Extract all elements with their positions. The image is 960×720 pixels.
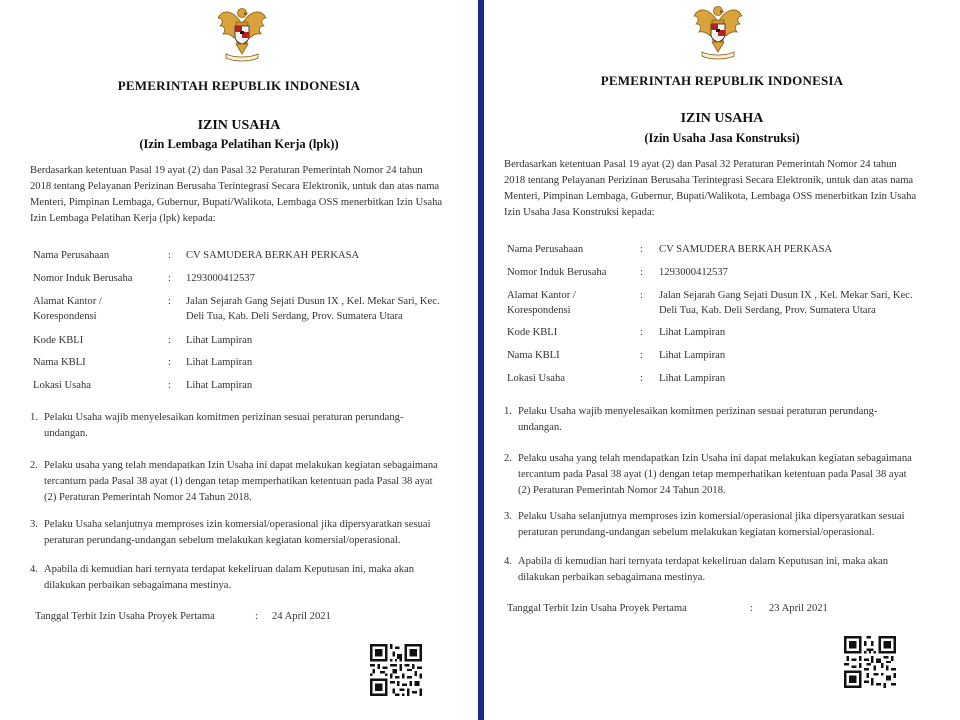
item-line: Apabila di kemudian hari ternyata terdapat kekeliruan dalam Keputusan ini, maka akan <box>44 564 415 575</box>
item-number: 3. <box>504 511 512 522</box>
item-text <box>44 517 431 549</box>
intro-line: Menteri, Pimpinan Lembaga, Gubernur, Bupati/Walikota, Lembaga OSS menerbitkan Izin Usaha <box>504 191 917 202</box>
field-label: Kode KBLI <box>507 327 558 338</box>
issue-date-label: Tanggal Terbit Izin Usaha Proyek Pertama <box>507 603 687 614</box>
field-colon: : <box>168 273 171 284</box>
government-heading: PEMERINTAH REPUBLIK INDONESIA <box>600 73 844 88</box>
field-label: Lokasi Usaha <box>507 373 565 384</box>
item-line: Pelaku Usaha wajib menyelesaikan komitmen perizinan sesuai peraturan perundang- <box>518 406 878 417</box>
item-line: dilakukan perbaikan sebagaimana mestinya. <box>44 580 232 591</box>
garuda-emblem-icon <box>216 4 268 62</box>
item-line: Pelaku Usaha wajib menyelesaikan komitmen perizinan sesuai peraturan perundang- <box>44 412 404 423</box>
field-colon: : <box>640 373 643 384</box>
field-value: Lihat Lampiran <box>186 357 253 368</box>
permit-page-right <box>484 0 960 720</box>
field-label: Nama Perusahaan <box>507 244 584 255</box>
field-value: 1293000412537 <box>186 273 255 284</box>
issue-date-colon: : <box>255 611 258 622</box>
field-label: Nama KBLI <box>507 350 560 361</box>
document-title: IZIN USAHA <box>680 111 764 126</box>
item-line: tercantum pada Pasal 38 ayat (1) dengan tetap memperhatikan ketentuan pada Pasal 38 ayat <box>518 469 907 480</box>
item-text <box>518 404 877 436</box>
item-line: peraturan perundang-undangan sebelum melakukan kegiatan komersial/operasional. <box>518 527 875 538</box>
field-label: Kode KBLI <box>33 335 84 346</box>
field-label: Nama KBLI <box>33 357 86 368</box>
intro-line: Menteri, Pimpinan Lembaga, Gubernur, Bupati/Walikota, Lembaga OSS menerbitkan Izin Usaha <box>30 197 443 208</box>
document-title: IZIN USAHA <box>197 118 281 133</box>
issue-date-value: 23 April 2021 <box>769 603 828 614</box>
item-text <box>518 509 905 541</box>
item-line: Pelaku Usaha selanjutnya memproses izin komersial/operasional jika dipersyaratkan sesuai <box>518 511 905 522</box>
field-colon: : <box>640 350 643 361</box>
field-value: Jalan Sejarah Gang Sejati Dusun IX , Kel. Mekar Sari, Kec. <box>186 296 440 307</box>
document-subtitle: (Izin Usaha Jasa Konstruksi) <box>644 131 800 145</box>
field-value: Lihat Lampiran <box>186 335 253 346</box>
field-value: CV SAMUDERA BERKAH PERKASA <box>186 250 360 261</box>
item-line: (2) Peraturan Pemerintah Nomor 24 Tahun 2018. <box>518 485 726 496</box>
permit-page-left <box>0 0 478 720</box>
intro-line: 2018 tentang Pelayanan Perizinan Berusaha Terintegrasi Secara Elektronik, untuk dan atas nama <box>30 181 440 192</box>
intro-paragraph <box>30 163 470 227</box>
item-text <box>44 562 414 594</box>
item-line: undangan. <box>518 422 562 433</box>
intro-line: Berdasarkan ketentuan Pasal 19 ayat (2) dan Pasal 32 Peraturan Pemerintah Nomor 24 tahun <box>30 165 423 176</box>
item-text <box>44 458 438 506</box>
field-value: Deli Tua, Kab. Deli Serdang, Prov. Sumatera Utara <box>659 305 876 316</box>
item-number: 4. <box>504 556 512 567</box>
government-heading: PEMERINTAH REPUBLIK INDONESIA <box>117 78 361 93</box>
field-colon: : <box>168 357 171 368</box>
item-text <box>518 451 912 499</box>
item-number: 1. <box>30 412 38 423</box>
field-colon: : <box>640 244 643 255</box>
item-line: Pelaku usaha yang telah mendapatkan Izin Usaha ini dapat melakukan kegiatan sebagaimana <box>44 460 438 471</box>
item-line: tercantum pada Pasal 38 ayat (1) dengan tetap memperhatikan ketentuan pada Pasal 38 ayat <box>44 476 433 487</box>
field-label: Nama Perusahaan <box>33 250 110 261</box>
item-line: dilakukan perbaikan sebagaimana mestinya. <box>518 572 706 583</box>
item-line: peraturan perundang-undangan sebelum melakukan kegiatan komersial/operasional. <box>44 535 401 546</box>
item-text <box>44 410 403 442</box>
field-label: Alamat Kantor / <box>507 290 576 301</box>
field-colon: : <box>640 290 643 301</box>
field-colon: : <box>168 250 171 261</box>
intro-line: Izin Usaha Jasa Konstruksi kepada: <box>504 207 655 218</box>
intro-line: 2018 tentang Pelayanan Perizinan Berusaha Terintegrasi Secara Elektronik, untuk dan atas nama <box>504 175 914 186</box>
field-label: Lokasi Usaha <box>33 380 91 391</box>
issue-date-value: 24 April 2021 <box>272 611 331 622</box>
field-value: Deli Tua, Kab. Deli Serdang, Prov. Sumatera Utara <box>186 311 403 322</box>
garuda-emblem-icon <box>692 2 744 60</box>
field-label: Alamat Kantor / <box>33 296 102 307</box>
field-value: Lihat Lampiran <box>659 327 726 338</box>
field-label: Korespondensi <box>507 305 571 316</box>
item-line: (2) Peraturan Pemerintah Nomor 24 Tahun 2018. <box>44 492 252 503</box>
item-line: Pelaku usaha yang telah mendapatkan Izin Usaha ini dapat melakukan kegiatan sebagaimana <box>518 453 912 464</box>
field-colon: : <box>640 267 643 278</box>
field-label: Nomor Induk Berusaha <box>507 267 607 278</box>
field-value: Lihat Lampiran <box>659 350 726 361</box>
field-colon: : <box>168 296 171 307</box>
item-number: 2. <box>30 460 38 471</box>
qr-code-icon <box>370 642 422 698</box>
field-colon: : <box>640 327 643 338</box>
item-line: undangan. <box>44 428 88 439</box>
issue-date-colon: : <box>750 603 753 614</box>
intro-line: Berdasarkan ketentuan Pasal 19 ayat (2) dan Pasal 32 Peraturan Pemerintah Nomor 24 tahun <box>504 159 897 170</box>
item-number: 1. <box>504 406 512 417</box>
issue-date-label: Tanggal Terbit Izin Usaha Proyek Pertama <box>35 611 215 622</box>
document-subtitle: (Izin Lembaga Pelatihan Kerja (lpk)) <box>139 137 339 151</box>
field-value: Lihat Lampiran <box>659 373 726 384</box>
field-label: Nomor Induk Berusaha <box>33 273 133 284</box>
field-value: Jalan Sejarah Gang Sejati Dusun IX , Kel. Mekar Sari, Kec. <box>659 290 913 301</box>
field-colon: : <box>168 335 171 346</box>
field-value: CV SAMUDERA BERKAH PERKASA <box>659 244 833 255</box>
item-number: 2. <box>504 453 512 464</box>
item-line: Pelaku Usaha selanjutnya memproses izin komersial/operasional jika dipersyaratkan sesuai <box>44 519 431 530</box>
field-colon: : <box>168 380 171 391</box>
field-value: 1293000412537 <box>659 267 728 278</box>
item-number: 4. <box>30 564 38 575</box>
field-value: Lihat Lampiran <box>186 380 253 391</box>
intro-paragraph <box>504 157 954 221</box>
field-label: Korespondensi <box>33 311 97 322</box>
item-line: Apabila di kemudian hari ternyata terdapat kekeliruan dalam Keputusan ini, maka akan <box>518 556 889 567</box>
qr-code-icon <box>844 634 896 690</box>
intro-line: Izin Lembaga Pelatihan Kerja (lpk) kepada: <box>30 213 216 224</box>
item-number: 3. <box>30 519 38 530</box>
item-text <box>518 554 888 586</box>
